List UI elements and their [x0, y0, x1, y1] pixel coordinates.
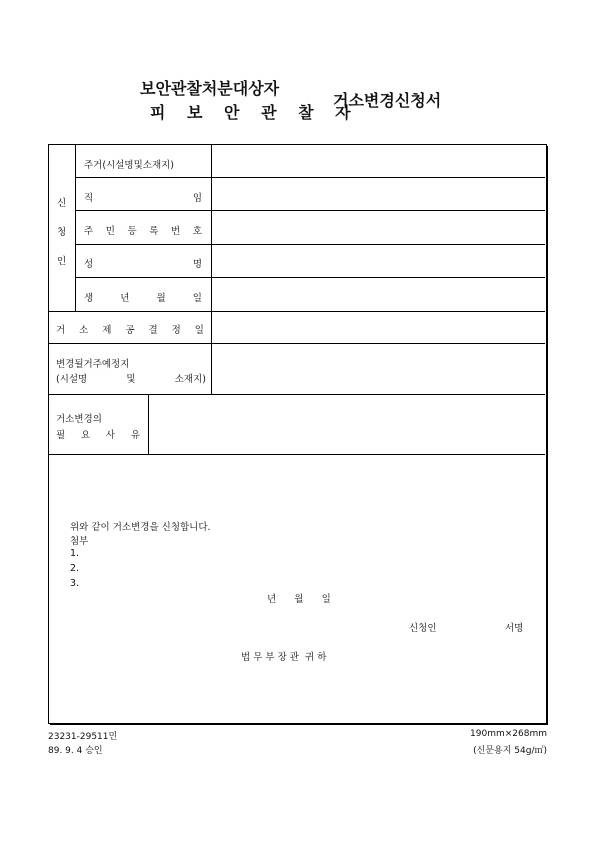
name-label: 성 명: [84, 259, 202, 270]
resident-number-label: 주 민 등 록 번 호: [84, 226, 202, 237]
reason-field[interactable]: [149, 395, 544, 454]
attachment-label: 첨부: [70, 536, 89, 547]
title-line-1: 보안관찰처분대상자: [140, 79, 280, 98]
frame-shadow-right: [546, 146, 548, 724]
form-number: 23231-29511민: [48, 732, 118, 742]
row-line: [49, 454, 545, 455]
reason-label: 거소변경의: [56, 414, 102, 425]
birthdate-label: 생 년 월 일: [84, 293, 202, 304]
address-field[interactable]: [212, 146, 544, 177]
job-field[interactable]: [212, 178, 544, 210]
name-field[interactable]: [212, 245, 544, 277]
resident-number-field[interactable]: [212, 211, 544, 244]
title-main: 거소변경신청서: [333, 91, 442, 110]
paper-spec: (신문용지 54g/㎡): [473, 746, 547, 756]
title-line-2: 피 보 안 관 찰 자: [150, 103, 359, 122]
paper-size: 190mm×268mm: [470, 729, 547, 739]
reason-sublabel: 필 요 사 유: [56, 430, 140, 441]
statement-text: 위와 같이 거소변경을 신청합니다.: [70, 522, 211, 533]
approval-date: 89. 9. 4 승인: [48, 746, 103, 756]
applicant-divider: [75, 145, 76, 311]
applicant-signature-label: 신청인: [409, 623, 437, 634]
applicant-label-char: 신: [57, 198, 67, 209]
applicant-label-char: 청: [57, 227, 67, 238]
residence-decision-date-label: 거 소 제 공 결 정 일: [56, 325, 204, 336]
address-label: 주거(시설명및소재지): [84, 160, 175, 171]
new-residence-sublabel: (시설명 및 소재지): [56, 374, 206, 385]
new-residence-label: 변경될거주예정지: [56, 359, 130, 370]
attachment-item: 2.: [70, 563, 80, 574]
job-label: 직 임: [84, 193, 202, 204]
birthdate-field[interactable]: [212, 278, 544, 311]
attachment-item: 3.: [70, 578, 80, 589]
new-residence-field[interactable]: [212, 344, 544, 394]
attachment-item: 1.: [70, 548, 80, 559]
sign-label: 서명: [505, 623, 524, 634]
applicant-label-char: 인: [57, 256, 67, 267]
addressee: 법 무 부 장 관 귀 하: [241, 652, 327, 663]
frame-shadow-bottom: [50, 723, 548, 725]
date-line: 년 월 일: [267, 594, 331, 605]
residence-decision-date-field[interactable]: [212, 312, 544, 343]
